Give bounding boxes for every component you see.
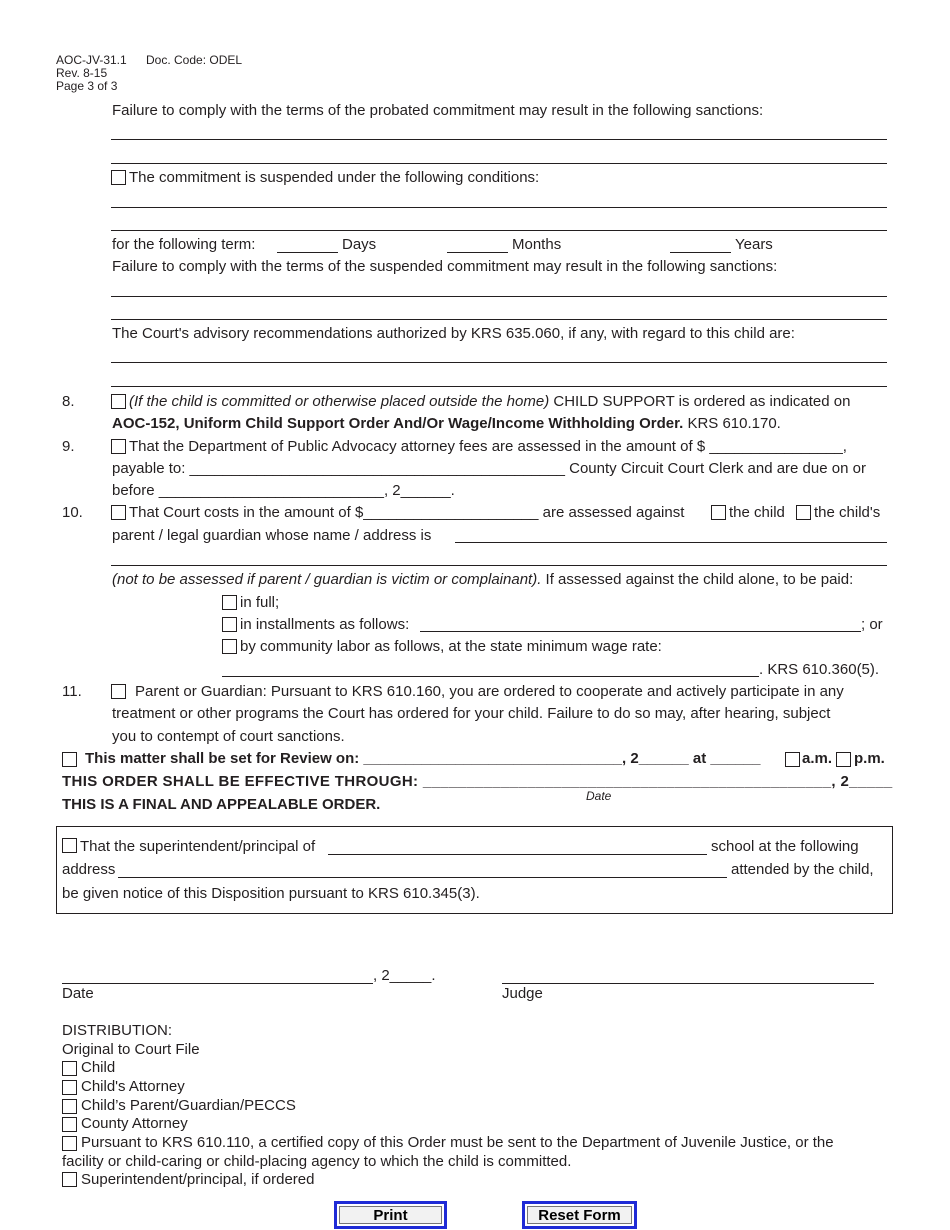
parent-name-address-field[interactable] xyxy=(455,542,887,543)
parent-name-address-label: parent / legal guardian whose name / address is xyxy=(112,527,432,544)
parent-guardian-line-2: treatment or other programs the Court has ordered for your child. Failure to do so may, after hearing, subject xyxy=(112,705,831,722)
suspended-sanctions-text: Failure to comply with the terms of the suspended commitment may result in the following sanctions: xyxy=(112,258,778,275)
costs-assessment-note xyxy=(112,571,853,589)
reset-form-button[interactable]: Reset Form xyxy=(522,1201,637,1229)
signature-date-field[interactable] xyxy=(62,983,373,984)
costs-note-italic: (not to be assessed if parent / guardian is victim or complainant). xyxy=(112,571,542,588)
advisory-line-2[interactable] xyxy=(111,386,887,387)
distribution-djj-line-1: Pursuant to KRS 610.110, a certified copy of this Order must be sent to the Department of Juvenile Justice, or the xyxy=(81,1134,834,1151)
pay-in-full-checkbox[interactable] xyxy=(222,595,237,610)
effective-through-text[interactable]: THIS ORDER SHALL BE EFFECTIVE THROUGH: _______________________________________________, 2_____ xyxy=(62,773,893,790)
distribution-county-attorney-checkbox[interactable] xyxy=(62,1117,77,1132)
review-text[interactable]: This matter shall be set for Review on: _______________________________, 2______ at ______ xyxy=(85,750,761,767)
distribution-child-label: Child xyxy=(81,1059,116,1076)
term-years-label: Years xyxy=(735,236,773,253)
child-support-rest: CHILD SUPPORT is ordered as indicated on xyxy=(549,393,851,410)
community-labor-checkbox[interactable] xyxy=(222,639,237,654)
distribution-parent-label: Child’s Parent/Guardian/PECCS xyxy=(81,1097,296,1114)
term-days-label: Days xyxy=(342,236,377,253)
child-support-checkbox[interactable] xyxy=(111,394,126,409)
suspended-conditions-line-1[interactable] xyxy=(111,207,887,208)
probated-sanctions-line-1[interactable] xyxy=(111,139,887,140)
costs-note-rest: If assessed against the child alone, to be paid: xyxy=(541,571,854,588)
review-pm-label: p.m. xyxy=(854,750,885,767)
school-notice-line-3: be given notice of this Disposition pursuant to KRS 610.345(3). xyxy=(62,885,480,902)
signature-date-year[interactable]: , 2_____. xyxy=(373,967,436,984)
review-am-label: a.m. xyxy=(802,750,833,767)
installments-field[interactable] xyxy=(420,631,861,632)
judge-signature-field[interactable] xyxy=(502,983,874,984)
community-labor-field[interactable] xyxy=(222,676,759,677)
child-support-text xyxy=(129,393,850,411)
against-child-label: the child xyxy=(729,504,785,521)
attorney-fees-line-1[interactable]: That the Department of Public Advocacy attorney fees are assessed in the amount of $ ________________, xyxy=(129,438,847,455)
court-costs-checkbox[interactable] xyxy=(111,505,126,520)
krs-610-360: . KRS 610.360(5). xyxy=(759,661,880,678)
review-pm-checkbox[interactable] xyxy=(836,752,851,767)
item-8-number: 8. xyxy=(62,393,75,410)
distribution-djj-line-2: facility or child-caring or child-placing agency to which the child is committed. xyxy=(62,1153,572,1170)
distribution-parent-checkbox[interactable] xyxy=(62,1099,77,1114)
pay-in-full-label: in full; xyxy=(240,594,280,611)
probated-sanctions-text: Failure to comply with the terms of the probated commitment may result in the following sanctions: xyxy=(112,102,764,119)
revision: Rev. 8-15 xyxy=(56,66,108,80)
print-button[interactable]: Print xyxy=(334,1201,447,1229)
aoc-152-reference: AOC-152, Uniform Child Support Order And/Or Wage/Income Withholding Order. xyxy=(112,415,684,432)
item-10-number: 10. xyxy=(62,504,83,521)
installments-checkbox[interactable] xyxy=(222,617,237,632)
signature-date-label: Date xyxy=(62,985,94,1002)
term-label: for the following term: xyxy=(112,236,256,253)
distribution-childs-attorney-label: Child's Attorney xyxy=(81,1078,185,1095)
item-9-number: 9. xyxy=(62,438,75,455)
parent-guardian-checkbox[interactable] xyxy=(111,684,126,699)
community-labor-label: by community labor as follows, at the state minimum wage rate: xyxy=(240,638,662,655)
advisory-line-1[interactable] xyxy=(111,362,887,363)
doc-code: Doc. Code: ODEL xyxy=(146,53,243,67)
distribution-childs-attorney-checkbox[interactable] xyxy=(62,1080,77,1095)
final-appealable-order: THIS IS A FINAL AND APPEALABLE ORDER. xyxy=(62,796,381,813)
parent-name-address-field-2[interactable] xyxy=(111,565,887,566)
against-parent-label: the child's xyxy=(814,504,881,521)
distribution-county-attorney-label: County Attorney xyxy=(81,1115,188,1132)
item-11-number: 11. xyxy=(62,683,82,700)
school-address-label: address xyxy=(62,861,116,878)
installments-label: in installments as follows: xyxy=(240,616,410,633)
attorney-fees-line-2[interactable]: payable to: _____________________________________________ County Circuit Court Clerk and are due on or xyxy=(112,460,866,477)
probated-sanctions-line-2[interactable] xyxy=(111,163,887,164)
parent-guardian-line-3: you to contempt of court sanctions. xyxy=(112,728,345,745)
school-notice-line-2b: attended by the child, xyxy=(731,861,874,878)
attorney-fees-line-3[interactable]: before ___________________________, 2______. xyxy=(112,482,455,499)
suspended-sanctions-line-1[interactable] xyxy=(111,296,887,297)
suspended-label: The commitment is suspended under the following conditions: xyxy=(129,169,540,186)
attorney-fees-checkbox[interactable] xyxy=(111,439,126,454)
suspended-sanctions-line-2[interactable] xyxy=(111,319,887,320)
school-name-field[interactable] xyxy=(328,854,707,855)
krs-610-170: KRS 610.170. xyxy=(683,415,781,432)
distribution-superintendent-label: Superintendent/principal, if ordered xyxy=(81,1171,315,1188)
review-checkbox[interactable] xyxy=(62,752,77,767)
school-notice-line-1a: That the superintendent/principal of xyxy=(80,838,316,855)
child-support-italic: (If the child is committed or otherwise placed outside the home) xyxy=(129,393,550,410)
school-address-field[interactable] xyxy=(118,877,727,878)
school-notice-line-1b: school at the following xyxy=(711,838,859,855)
school-notice-checkbox[interactable] xyxy=(62,838,77,853)
against-parent-checkbox[interactable] xyxy=(796,505,811,520)
distribution-title: DISTRIBUTION: xyxy=(62,1022,173,1039)
advisory-text: The Court's advisory recommendations authorized by KRS 635.060, if any, with regard to this child are: xyxy=(112,325,795,342)
court-costs-line-1[interactable]: That Court costs in the amount of $_____________________ are assessed against xyxy=(129,504,685,521)
form-number: AOC-JV-31.1 xyxy=(56,53,127,67)
suspended-checkbox[interactable] xyxy=(111,170,126,185)
term-years-field[interactable] xyxy=(670,252,731,253)
effective-date-caption: Date xyxy=(586,789,612,803)
page-number: Page 3 of 3 xyxy=(56,79,118,93)
distribution-child-checkbox[interactable] xyxy=(62,1061,77,1076)
installments-or: ; or xyxy=(861,616,883,633)
judge-label: Judge xyxy=(502,985,543,1002)
against-child-checkbox[interactable] xyxy=(711,505,726,520)
suspended-conditions-line-2[interactable] xyxy=(111,230,887,231)
distribution-superintendent-checkbox[interactable] xyxy=(62,1172,77,1187)
term-months-field[interactable] xyxy=(447,252,508,253)
parent-guardian-line-1: Parent or Guardian: Pursuant to KRS 610.160, you are ordered to cooperate and actively participate in any xyxy=(135,683,844,700)
review-am-checkbox[interactable] xyxy=(785,752,800,767)
term-months-label: Months xyxy=(512,236,562,253)
distribution-djj-checkbox[interactable] xyxy=(62,1136,77,1151)
term-days-field[interactable] xyxy=(277,252,338,253)
child-support-form-ref xyxy=(112,415,781,433)
distribution-original: Original to Court File xyxy=(62,1041,200,1058)
